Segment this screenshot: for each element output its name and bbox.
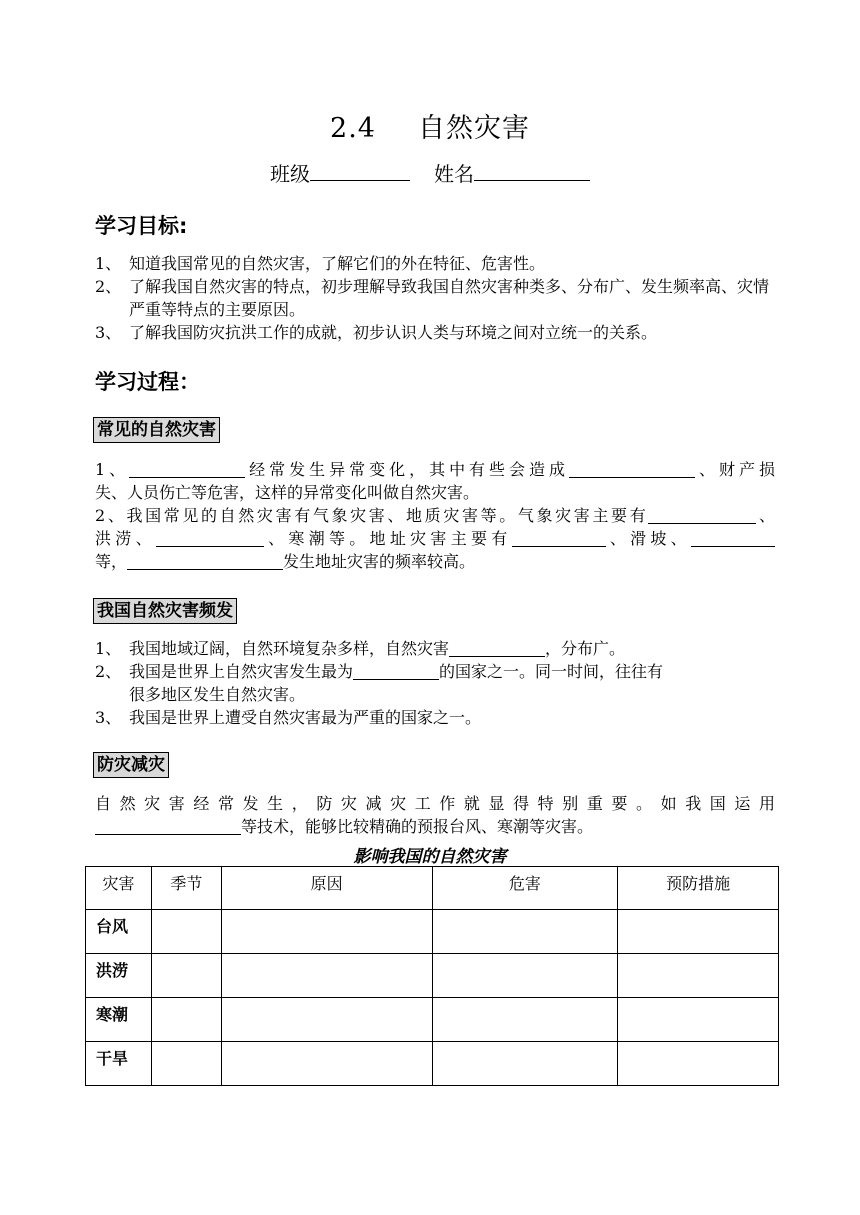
answer-blank[interactable] (156, 529, 264, 547)
column-header: 预防措施 (618, 867, 779, 910)
table-cell[interactable] (221, 1042, 432, 1086)
objective-item: 2、 了解我国自然灾害的特点，初步理解导致我国自然灾害种类多、分布广、发生频率高、灾情严重等特点的主要原因。 (95, 277, 770, 319)
table-header-row (86, 867, 779, 910)
column-header: 危害 (432, 867, 618, 910)
table-row (86, 1042, 779, 1086)
row-label: 干旱 (86, 1042, 152, 1086)
disaster-table (85, 866, 779, 1086)
table-cell[interactable] (618, 998, 779, 1042)
table-row (86, 954, 779, 998)
objectives-list (95, 252, 775, 344)
answer-blank[interactable] (353, 662, 439, 680)
table-cell[interactable] (432, 998, 618, 1042)
table-cell[interactable] (221, 910, 432, 954)
class-label: 班级 (270, 162, 310, 186)
section-heading-disaster-prevention: 防灾减灾 (93, 752, 169, 778)
objectives-heading: 学习目标: (95, 214, 188, 238)
table-cell[interactable] (151, 954, 221, 998)
table-cell[interactable] (618, 1042, 779, 1086)
answer-blank[interactable] (449, 639, 545, 657)
class-blank[interactable] (310, 160, 410, 181)
objective-item: 1、 知道我国常见的自然灾害，了解它们的外在特征、危害性。 (95, 254, 546, 273)
lesson-number: 2.4 (330, 113, 376, 144)
table-cell[interactable] (221, 954, 432, 998)
table-cell[interactable] (618, 910, 779, 954)
answer-blank[interactable] (95, 817, 241, 835)
table-cell[interactable] (151, 998, 221, 1042)
row-label: 台风 (86, 910, 152, 954)
table-cell[interactable] (618, 954, 779, 998)
section-heading-common-disasters: 常见的自然灾害 (93, 417, 220, 443)
answer-blank[interactable] (127, 552, 283, 570)
table-cell[interactable] (432, 1042, 618, 1086)
row-label: 洪涝 (86, 954, 152, 998)
answer-blank[interactable] (129, 460, 245, 478)
table-cell[interactable] (432, 954, 618, 998)
student-info-line (0, 158, 860, 187)
table-cell[interactable] (432, 910, 618, 954)
table-cell[interactable] (221, 998, 432, 1042)
process-heading: 学习过程： (95, 370, 200, 394)
table-cell[interactable] (151, 1042, 221, 1086)
column-header: 季节 (151, 867, 221, 910)
column-header: 灾害 (86, 867, 152, 910)
table-caption: 影响我国的自然灾害 (353, 847, 507, 867)
name-label: 姓名 (434, 162, 474, 186)
name-blank[interactable] (474, 160, 590, 181)
section2-body: 1、 我国地域辽阔，自然环境复杂多样，自然灾害 ，分布广。 2、 我国是世界上自然灾害发生最为 的国家之一。同一时间，往往有 很多地区发生自然灾害。 3、 我国是世界上遭受自然灾害最为严重的国家之一。 (95, 639, 664, 727)
table-row (86, 910, 779, 954)
table-row (86, 998, 779, 1042)
answer-blank[interactable] (691, 529, 775, 547)
answer-blank[interactable] (648, 506, 756, 524)
section3-body: 自然灾害经常发生，防灾减灾工作就显得特别重要。如我国运用 等技术，能够比较精确的预报台风、寒潮等灾害。 (95, 794, 775, 836)
answer-blank[interactable] (569, 460, 695, 478)
table-cell[interactable] (151, 910, 221, 954)
objective-item: 3、 了解我国防灾抗洪工作的成就，初步认识人类与环境之间对立统一的关系。 (95, 323, 658, 342)
row-label: 寒潮 (86, 998, 152, 1042)
answer-blank[interactable] (512, 529, 606, 547)
section1-body: 1、 经常发生异常变化，其中有些会造成 、财产损 失、人员伤亡等危害，这样的异常变化叫做自然灾害。 2、我国常见的自然灾害有气象灾害、地质灾害等。气象灾害主要有 、 洪涝、 、寒潮等。地址灾害主要有 、滑坡、 等， 发生地址灾害的频率较高。 (95, 460, 775, 571)
column-header: 原因 (221, 867, 432, 910)
section-heading-frequent-disasters: 我国自然灾害频发 (93, 598, 237, 624)
lesson-name: 自然灾害 (417, 113, 530, 144)
page-title (0, 106, 860, 145)
